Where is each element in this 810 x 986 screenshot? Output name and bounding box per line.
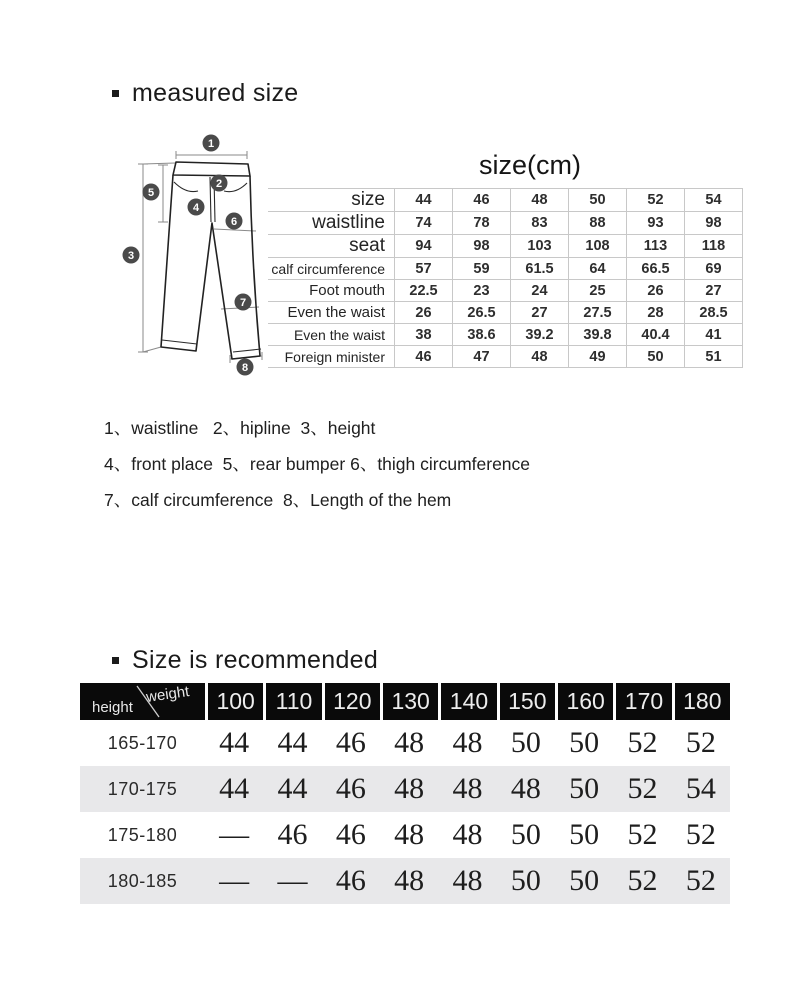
size-table-cell: 41 (685, 324, 743, 346)
size-table-cell: 51 (685, 346, 743, 368)
size-table-cell: 94 (395, 235, 453, 258)
recommended-size-cell: 44 (277, 772, 308, 805)
svg-text:6: 6 (230, 216, 238, 228)
measured-size-section-title (112, 79, 298, 108)
size-table-row-label: waistline (268, 212, 395, 235)
height-axis-label: height (92, 699, 133, 716)
recommended-size-cell: 46 (277, 818, 308, 851)
size-table-cell: 69 (685, 258, 743, 280)
size-table-cell: 103 (511, 235, 569, 258)
size-table-row (268, 302, 743, 324)
recommended-size-cell: 48 (452, 772, 483, 805)
size-table-row (268, 324, 743, 346)
recommended-table-row (80, 858, 730, 904)
weight-header-cell: 150 (500, 683, 555, 720)
size-table-cell: 50 (569, 189, 627, 212)
recommended-size-cell: 46 (335, 772, 366, 805)
size-table-cell: 23 (453, 280, 511, 302)
size-table-cell: 26 (627, 280, 685, 302)
recommended-size-cell: 48 (452, 818, 483, 851)
recommended-table-body (80, 720, 730, 904)
size-table-row (268, 212, 743, 235)
size-table-cell: 27 (511, 302, 569, 324)
size-table-cell: 74 (395, 212, 453, 235)
recommended-size-title-text: Size is recommended (132, 646, 379, 674)
legend-line: 4、front place 5、rear bumper 6、thigh circumference (104, 454, 531, 474)
svg-text:2: 2 (215, 178, 223, 190)
recommended-size-cell: 48 (394, 772, 425, 805)
weight-axis-label: weight (144, 683, 190, 706)
size-table-cell: 48 (511, 346, 569, 368)
recommended-size-cell: 44 (219, 772, 250, 805)
height-range-label: 170-175 (107, 778, 178, 799)
recommended-size-cell: 50 (569, 864, 600, 897)
size-table-cell: 64 (569, 258, 627, 280)
recommended-size-cell: — (277, 864, 308, 897)
size-table-cell: 25 (569, 280, 627, 302)
size-table-row (268, 189, 743, 212)
svg-text:7: 7 (239, 297, 247, 309)
recommended-size-cell: 46 (335, 818, 366, 851)
callout-1-icon (203, 135, 220, 152)
recommended-size-cell: 50 (510, 818, 541, 851)
size-table-cell: 52 (627, 189, 685, 212)
size-table-cell: 46 (395, 346, 453, 368)
size-table-row-label: Even the waist (268, 302, 395, 324)
size-table-row (268, 258, 743, 280)
recommended-size-cell: 48 (394, 818, 425, 851)
weight-header-cell: 140 (441, 683, 496, 720)
recommended-size-cell: 52 (685, 818, 716, 851)
legend-line: 1、waistline 2、hipline 3、height (104, 418, 376, 438)
recommended-size-cell: 52 (627, 726, 658, 759)
weight-header-cell: 120 (325, 683, 380, 720)
size-table-cell: 24 (511, 280, 569, 302)
size-table-cell: 40.4 (627, 324, 685, 346)
recommended-size-cell: 44 (219, 726, 250, 759)
size-table-cell: 26 (395, 302, 453, 324)
dimension-lines (138, 151, 262, 363)
size-table-cell: 38 (395, 324, 453, 346)
size-table-cell: 59 (453, 258, 511, 280)
trousers-outline (161, 162, 261, 359)
weight-header-cell: 180 (675, 683, 730, 720)
recommended-size-cell: 52 (627, 818, 658, 851)
measured-size-title-text: measured size (132, 79, 299, 107)
recommended-size-cell: 48 (452, 864, 483, 897)
size-table-cell: 50 (627, 346, 685, 368)
pants-measurement-diagram (103, 126, 278, 391)
recommended-table-row (80, 812, 730, 858)
size-table-cell: 113 (627, 235, 685, 258)
size-table-cell: 39.8 (569, 324, 627, 346)
recommended-size-cell: 44 (277, 726, 308, 759)
size-table-row-label: Foot mouth (268, 280, 395, 302)
height-range-label: 180-185 (107, 870, 178, 891)
size-table-cell: 83 (511, 212, 569, 235)
size-table-cell: 88 (569, 212, 627, 235)
recommended-size-cell: 52 (685, 726, 716, 759)
size-table-cell: 49 (569, 346, 627, 368)
recommended-size-cell: 48 (452, 726, 483, 759)
size-table-title: size(cm) (479, 150, 581, 180)
recommended-size-cell: 52 (685, 864, 716, 897)
callout-2-icon (211, 175, 228, 192)
recommended-size-cell: 50 (569, 818, 600, 851)
size-table-cell: 78 (453, 212, 511, 235)
size-table-cell: 38.6 (453, 324, 511, 346)
recommended-size-cell: — (219, 864, 250, 897)
measurement-legend (104, 410, 530, 518)
weight-header-cell: 110 (266, 683, 321, 720)
size-table-row-label: Even the waist (268, 324, 395, 346)
size-table-cell: 54 (685, 189, 743, 212)
size-table-row (268, 346, 743, 368)
size-table-cell: 44 (395, 189, 453, 212)
size-table-row-label: seat (268, 235, 395, 258)
size-table-cell: 28 (627, 302, 685, 324)
legend-line: 7、calf circumference 8、Length of the hem (104, 490, 452, 510)
weight-header-cell: 100 (208, 683, 263, 720)
size-table-cell: 39.2 (511, 324, 569, 346)
size-table-row-label: size (268, 189, 395, 212)
measured-size-table (268, 188, 743, 368)
size-table-cell: 26.5 (453, 302, 511, 324)
weight-header-cell: 130 (383, 683, 438, 720)
size-table-row-label: calf circumference (268, 258, 395, 280)
recommended-size-section-title (112, 646, 378, 675)
size-table-cell: 48 (511, 189, 569, 212)
svg-text:4: 4 (192, 202, 200, 214)
callout-3-icon (123, 247, 140, 264)
diagonal-divider-icon (135, 684, 161, 719)
recommended-table-header (80, 683, 730, 720)
size-table-cell: 98 (453, 235, 511, 258)
recommended-size-cell: 48 (510, 772, 541, 805)
weight-header-cell: 160 (558, 683, 613, 720)
height-range-label: 175-180 (107, 824, 178, 845)
size-table-cell: 22.5 (395, 280, 453, 302)
callout-6-icon (226, 213, 243, 230)
recommended-size-cell: 50 (510, 726, 541, 759)
callout-8-icon (237, 359, 254, 376)
size-table-row (268, 280, 743, 302)
size-table-cell: 57 (395, 258, 453, 280)
svg-text:3: 3 (127, 250, 135, 262)
size-table-cell: 28.5 (685, 302, 743, 324)
size-table-cell: 66.5 (627, 258, 685, 280)
size-table-cell: 118 (685, 235, 743, 258)
size-table-cell: 93 (627, 212, 685, 235)
height-range-label: 165-170 (107, 732, 178, 753)
size-table-cell: 61.5 (511, 258, 569, 280)
recommended-size-cell: 48 (394, 726, 425, 759)
recommended-table-row (80, 766, 730, 812)
size-table-cell: 47 (453, 346, 511, 368)
height-weight-corner-cell (80, 683, 205, 720)
recommended-size-cell: 52 (627, 864, 658, 897)
callout-4-icon (188, 199, 205, 216)
recommended-size-cell: 50 (569, 772, 600, 805)
recommended-size-cell: 52 (627, 772, 658, 805)
square-bullet-icon (112, 90, 119, 97)
svg-text:8: 8 (241, 362, 249, 374)
recommended-size-cell: 50 (510, 864, 541, 897)
recommended-size-cell: 46 (335, 864, 366, 897)
size-table-cell: 46 (453, 189, 511, 212)
weight-header-cell: 170 (616, 683, 671, 720)
size-table-cell: 27 (685, 280, 743, 302)
size-table-cell: 27.5 (569, 302, 627, 324)
recommended-size-cell: 50 (569, 726, 600, 759)
callout-5-icon (143, 184, 160, 201)
size-table-row-label: Foreign minister (268, 346, 395, 368)
recommended-size-cell: — (219, 818, 250, 851)
svg-text:5: 5 (147, 187, 155, 199)
recommended-size-cell: 48 (394, 864, 425, 897)
recommended-size-table (80, 683, 730, 904)
size-table-cell: 108 (569, 235, 627, 258)
recommended-size-cell: 46 (335, 726, 366, 759)
size-table-row (268, 235, 743, 258)
svg-text:1: 1 (207, 138, 215, 150)
size-table-cell: 98 (685, 212, 743, 235)
recommended-size-cell: 54 (685, 772, 716, 805)
square-bullet-icon (112, 657, 119, 664)
callout-7-icon (235, 294, 252, 311)
recommended-table-row (80, 720, 730, 766)
